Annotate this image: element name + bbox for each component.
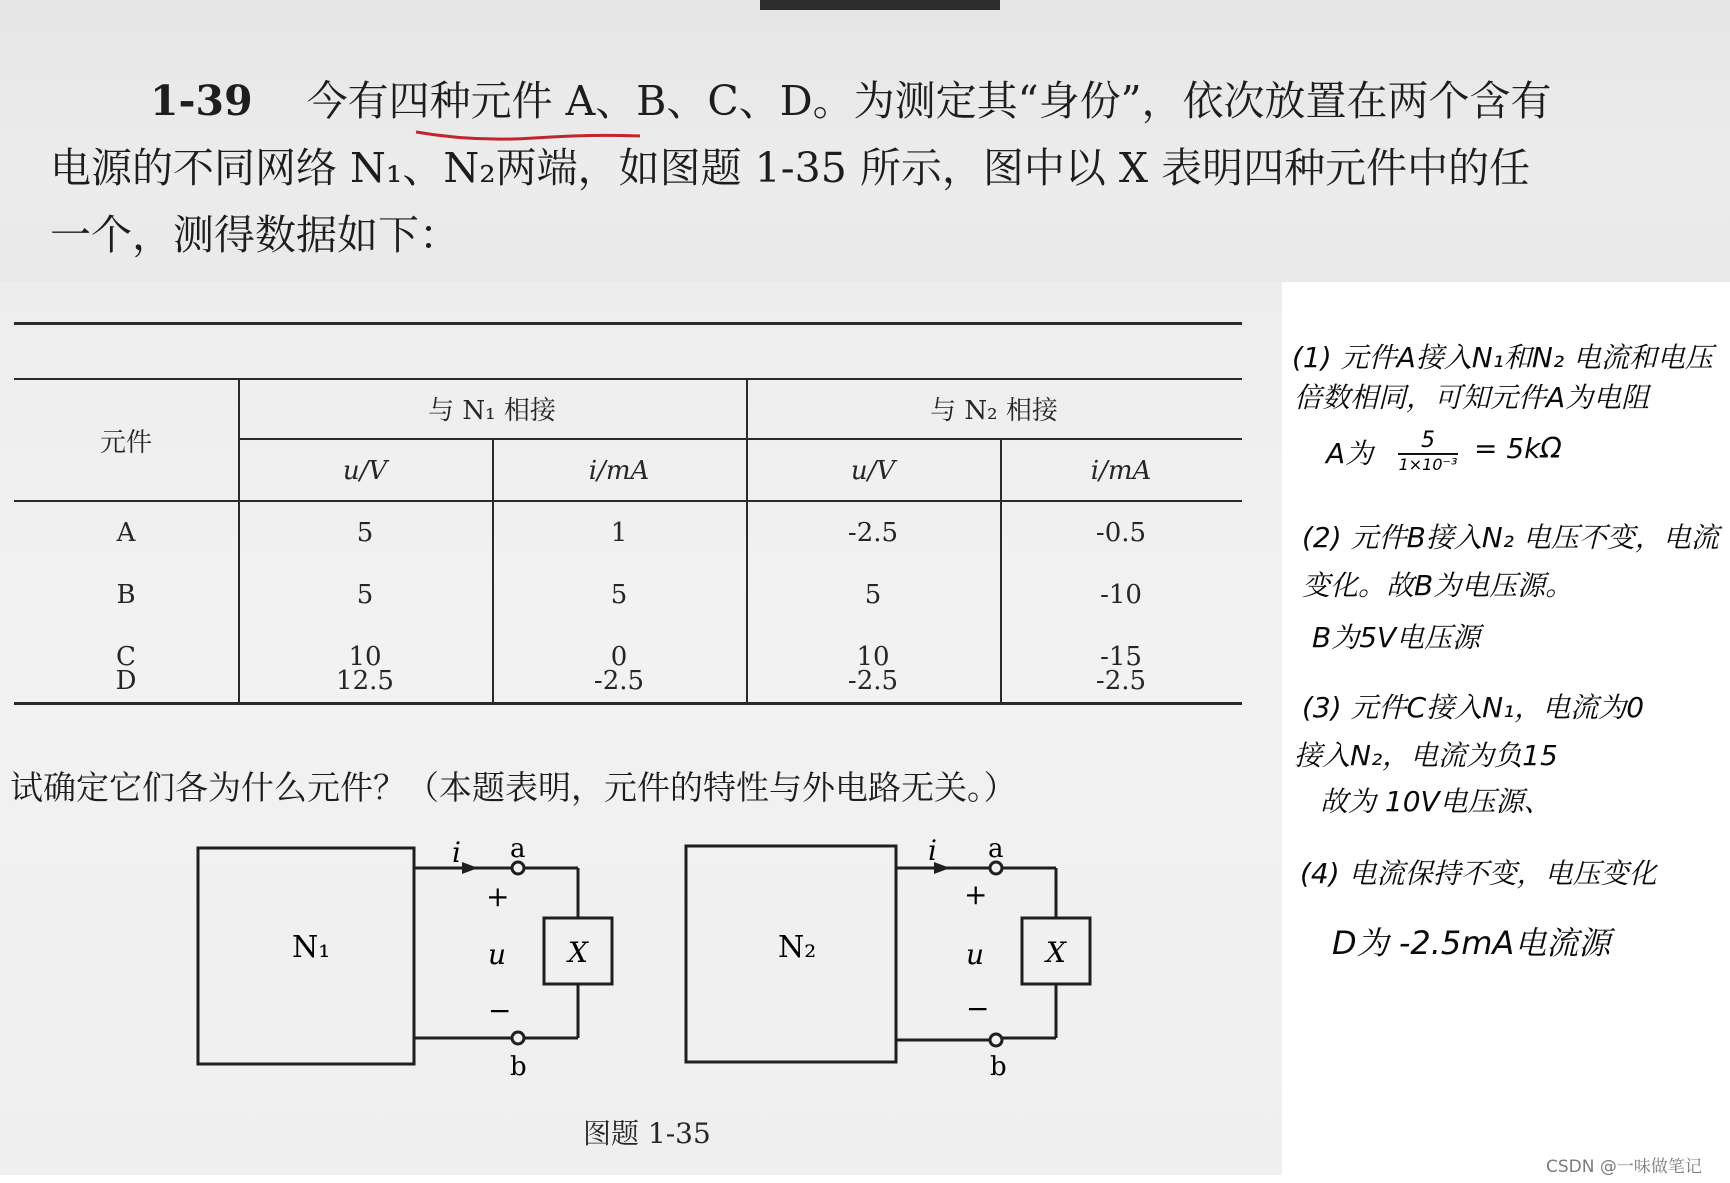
problem-text-1: 今有四种元件 A、B、C、D。为测定其“身份”，依次放置在两个含有 (306, 77, 1552, 125)
minus-label-n1: − (488, 994, 512, 1027)
row-c-element: C (116, 642, 136, 672)
note-1-line-3-prefix: A为 (1326, 437, 1374, 470)
row-c-u1: 10 (348, 642, 382, 672)
plus-label-n2: + (964, 878, 988, 911)
terminal-b-n1 (512, 1032, 524, 1044)
question-text: 试确定它们各为什么元件？（本题表明，元件的特性与外电路无关。） (10, 768, 1017, 807)
row-c-i2: -15 (1100, 642, 1142, 672)
row-a-u2: -2.5 (847, 518, 899, 548)
page-edge-bar (760, 0, 1000, 10)
terminal-b-label-n1: b (510, 1052, 527, 1082)
row-b-u2: 5 (864, 580, 882, 610)
element-x-label-n1: X (568, 936, 588, 969)
subheader-i-n2: i/mA (1090, 456, 1152, 486)
row-a-u1: 5 (356, 518, 374, 548)
problem-line-2: 电源的不同网络 N₁、N₂两端，如图题 1-35 所示，图中以 X 表明四种元件中的任 (50, 144, 1531, 192)
current-label-n1: i (452, 836, 461, 869)
note-2-line-3: B为5V电压源 (1312, 621, 1481, 654)
fraction-denominator: 1×10⁻³ (1398, 455, 1458, 474)
note-1-line-3-suffix: = 5kΩ (1474, 432, 1562, 465)
subheader-u-n1: u/V (342, 456, 388, 486)
note-2-line-1: (2) 元件B接入N₂ 电压不变，电流 (1302, 521, 1719, 554)
voltage-label-n1: u (488, 938, 507, 971)
row-b-u1: 5 (356, 580, 374, 610)
row-b-element: B (116, 580, 136, 610)
row-d-i2: -2.5 (1095, 666, 1147, 696)
note-3-line-3: 故为 10V电压源、 (1320, 785, 1552, 818)
header-n2: 与 N₂ 相接 (930, 396, 1058, 426)
row-b-i1: 5 (610, 580, 628, 610)
current-label-n2: i (928, 834, 937, 867)
row-d-element: D (115, 666, 137, 696)
problem-line-1 (50, 68, 1690, 135)
plus-label-n1: + (486, 880, 510, 913)
data-table-row-d (14, 322, 1242, 704)
row-d-u1: 12.5 (336, 666, 394, 696)
problem-statement (50, 68, 1690, 269)
n2-label: N₂ (778, 930, 817, 965)
voltage-label-n2: u (966, 938, 985, 971)
row-d-u2: -2.5 (847, 666, 899, 696)
header-element: 元件 (99, 428, 153, 458)
header-n1: 与 N₁ 相接 (428, 396, 556, 426)
terminal-b-n2 (990, 1034, 1002, 1046)
note-3-line-2: 接入N₂，电流为负15 (1294, 739, 1558, 772)
terminal-b-label-n2: b (990, 1052, 1007, 1082)
row-a-i1: 1 (610, 518, 628, 548)
problem-line-3: 一个，测得数据如下： (50, 211, 460, 259)
fraction-numerator: 5 (1398, 428, 1458, 455)
subheader-u-n2: u/V (850, 456, 896, 486)
n1-label: N₁ (292, 930, 331, 965)
note-1-fraction (1398, 428, 1458, 474)
current-arrow-n1 (462, 862, 478, 874)
note-4-line-2: D为 -2.5mA电流源 (1332, 924, 1611, 962)
terminal-a-label-n2: a (988, 834, 1004, 864)
figure-caption: 图题 1-35 (583, 1117, 711, 1150)
note-1-line-2: 倍数相同，可知元件A为电阻 (1294, 381, 1650, 414)
row-a-element: A (116, 518, 136, 548)
watermark: CSDN @一味做笔记 (1546, 1157, 1702, 1177)
note-3-line-1: (3) 元件C接入N₁，电流为0 (1302, 691, 1645, 724)
element-x-label-n2: X (1046, 936, 1066, 969)
note-4-line-1: (4) 电流保持不变，电压变化 (1300, 857, 1657, 890)
row-b-i2: -10 (1100, 580, 1142, 610)
terminal-a-label-n1: a (510, 834, 526, 864)
row-d-i1: -2.5 (593, 666, 645, 696)
red-underline-mark (414, 128, 642, 142)
row-c-i1: 0 (610, 642, 628, 672)
subheader-i-n1: i/mA (588, 456, 650, 486)
minus-label-n2: − (966, 992, 990, 1025)
note-1-line-1: (1) 元件A接入N₁和N₂ 电流和电压 (1292, 341, 1713, 374)
row-c-u2: 10 (856, 642, 890, 672)
row-a-i2: -0.5 (1095, 518, 1147, 548)
note-2-line-2: 变化。故B为电压源。 (1302, 569, 1574, 602)
problem-number: 1-39 (150, 77, 253, 125)
